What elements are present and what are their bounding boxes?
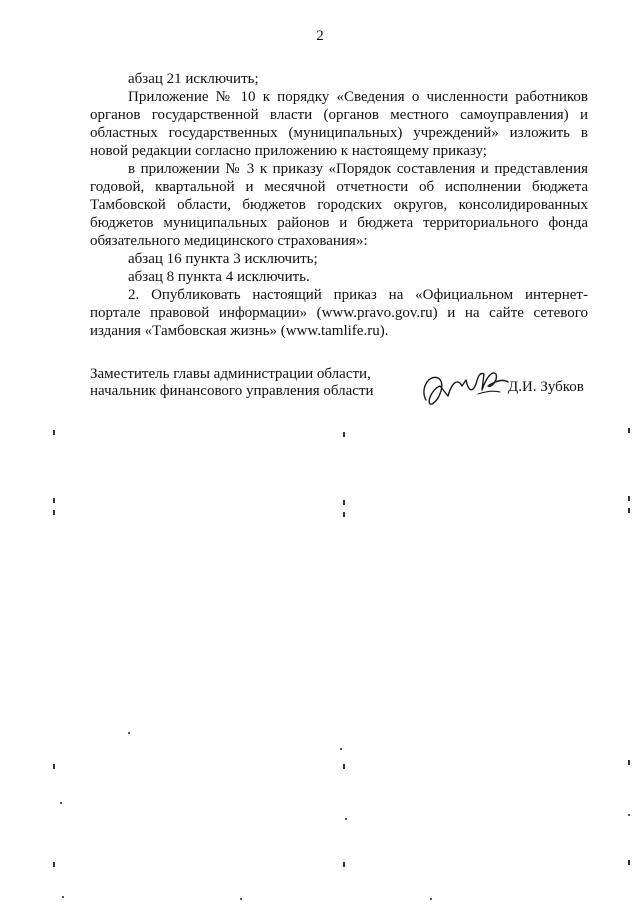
paragraph-line: портале правовой информации» (www.pravo.gov.ru) и на сайте сетевого [90,305,588,321]
paragraph-line: Тамбовской области, бюджетов городских округов, консолидированных [90,197,588,213]
scan-mark [60,802,62,804]
paragraph-line: в приложении № 3 к приказу «Порядок составления и представления [128,161,588,177]
signatory-title-line: начальник финансового управления области [90,383,374,399]
signatory-name: Д.И. Зубков [508,379,584,395]
scan-mark [62,896,64,898]
scan-mark [628,860,630,865]
paragraph-line: годовой, квартальной и месячной отчетности об исполнении бюджета [90,179,588,195]
scan-mark [345,818,347,820]
scan-mark [343,432,345,437]
paragraph-line: Приложение № 10 к порядку «Сведения о численности работников [128,89,588,105]
scan-mark [240,898,242,900]
paragraph-line: областных государственных (муниципальных) учреждений» изложить в [90,125,588,141]
scan-mark [53,430,55,435]
paragraph-line: абзац 8 пункта 4 исключить. [128,269,310,285]
signatory-title-line: Заместитель главы администрации области, [90,366,371,382]
scan-mark [628,496,630,501]
scan-mark [430,898,432,900]
paragraph-line: абзац 16 пункта 3 исключить; [128,251,318,267]
handwritten-signature [418,360,518,414]
paragraph-line: обязательного медицинского страхования»: [90,233,368,249]
scan-mark [128,732,130,734]
signature-block [90,366,610,426]
scan-mark [340,748,342,750]
scan-mark [628,428,630,433]
scan-mark [628,814,630,816]
scan-mark [53,862,55,867]
scan-mark [343,764,345,769]
paragraph-line: органов государственной власти (органов местного самоуправления) и [90,107,588,123]
scan-mark [343,500,345,505]
scan-mark [53,764,55,769]
scan-mark [343,862,345,867]
paragraph-line: новой редакции согласно приложению к настоящему приказу; [90,143,487,159]
scan-mark [53,498,55,503]
paragraph-line: 2. Опубликовать настоящий приказ на «Официальном интернет- [128,287,588,303]
scan-mark [53,510,55,515]
paragraph-line: абзац 21 исключить; [128,71,259,87]
scan-mark [628,760,630,765]
scan-mark [628,508,630,513]
page-number: 2 [316,28,324,44]
paragraph-line: бюджетов муниципальных районов и бюджета территориального фонда [90,215,588,231]
scan-mark [343,512,345,517]
paragraph-line: издания «Тамбовская жизнь» (www.tamlife.ru). [90,323,389,339]
